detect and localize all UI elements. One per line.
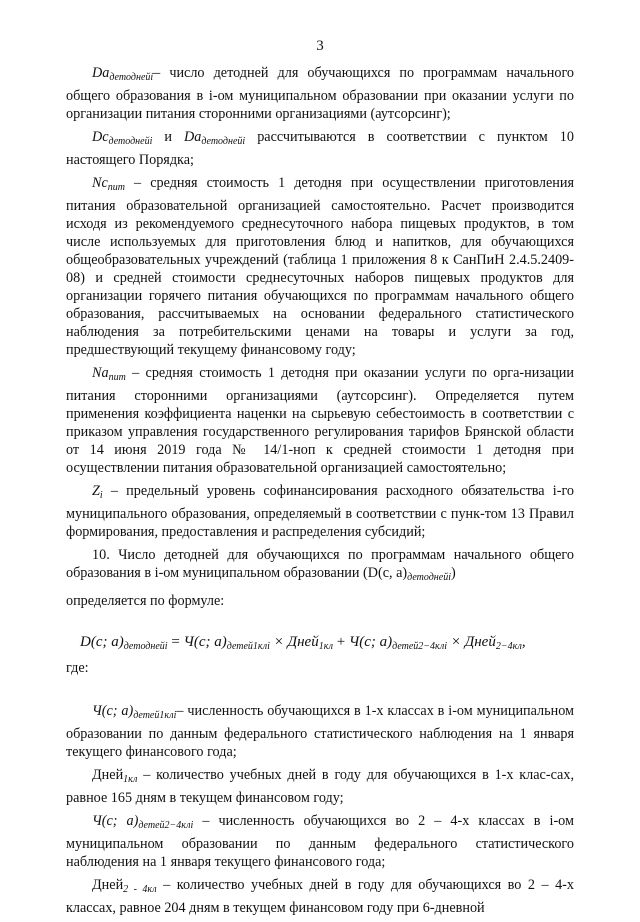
- definition-ch-2-4kl: Ч(c; $a)_{детей2-4клi}$ – численность обучающихся во 2 – 4-х классах в i-ом муниципальном образовании по данным федерального статистического наблюдения на 1 января текущего финансового года;: [66, 813, 574, 870]
- formula: D(c; $a)_{детоднейi} = Ч(c$; $a)_{детей1клi}$ × Дней$_{1кл}$ + Ч(c; $a)_{детей2-4клi}$ × Дней$_{2-4кл}$,: [80, 634, 526, 652]
- paragraph-10-cont: определяется по формуле:: [66, 593, 225, 609]
- paragraph-dc-da: $Dc_{детоднейi}$ и $Da_{детоднейi}$ рассчитываются в соответствии с пунктом 10 настоящего Порядка;: [66, 129, 574, 168]
- paragraph-da-detodney: $Da_{детоднейi}-$ число детодней для обучающихся по программам начального общего образования в i-ом муниципальном образовании при оказании услуги по организации питания сторонними организациями (аутсорсинг);: [66, 65, 574, 122]
- where-label: где:: [66, 660, 89, 676]
- paragraph-text: рассчитываются в соответствии с пунктом 10 настоящего Порядка;: [66, 129, 574, 168]
- paragraph-text: – предельный уровень софинансирования расходного обязательства i-го муниципального образования, определяемый в соответствии с пунк-том 13 Правил формирования, предоставления и распределения субсидий;: [66, 483, 574, 540]
- symbol-subscript: детоднейi: [109, 72, 154, 83]
- definition-dney-1kl: Дней$_{1кл}$ – количество учебных дней в году для обучающихся в 1-х клас-сах, равное 165 дням в текущем финансовом году;: [66, 767, 574, 806]
- paragraph-na-pit: $Na_{пит}$ – средняя стоимость 1 детодня при оказании услуги по орга-низации питания сторонними организациями (аутсорсинг). Определяется путем применения коэффициента наценки на сырьевую себестоимость в соответствии с приказом управления государственного регулирования тарифов Брянской области от 14 июня 2019 года № 14/1-ноп к средней стоимости 1 детодня при осуществлении питания образовательной организацией самостоятельно;: [66, 365, 574, 476]
- paragraph-text: – средняя стоимость 1 детодня при оказании услуги по орга-низации питания сторонними организациями (аутсорсинг). Определяется путем применения коэффициента наценки на сырьевую себестоимость в соответствии с приказом управления государственного регулирования тарифов Брянской области от 14 июня 2019 года № 14/1-ноп к средней стоимости 1 детодня при осуществлении питания образовательной организацией самостоятельно;: [66, 365, 574, 476]
- page-number: 3: [316, 38, 324, 54]
- paragraph-text: – средняя стоимость 1 детодня при осуществлении приготовления питания образовательной организацией самостоятельно. Расчет производится исходя из рекомендуемого среднесуточного набора пищевых продуктов, в том числе используемых для приготовления блюд и напитков, для обучающихся общеобразовательных учреждений (таблица 1 приложения 8 к СанПиН 2.4.5.2409-08) и средней стоимости среднесуточных наборов пищевых продуктов для организации горячего питания обучающихся по программам начального общего образования, рассчитываемых на основании федерального статистического наблюдения за потребительскими ценами на товары и услуги за год, предшествующий текущему финансовому году;: [66, 175, 574, 358]
- paragraph-text: число детодней для обучающихся по программам начального общего образования в i-ом муниципальном образовании при оказании услуги по организации питания сторонними организациями (аутсорсинг);: [66, 65, 574, 122]
- definition-dney-2-4kl: Дней$_{2 - 4кл}$ – количество учебных дней в году для обучающихся во 2 – 4-х классах, равное 204 дням в текущем финансовом году при 6-дневной: [66, 877, 574, 916]
- paragraph-zi: $Z_i$ – предельный уровень софинансирования расходного обязательства i-го муниципального образования, определяемый в соответствии с пунк-том 13 Правил формирования, предоставления и распределения субсидий;: [66, 483, 574, 540]
- paragraph-nc-pit: $Nc_{пит}$ – средняя стоимость 1 детодня при осуществлении приготовления питания образовательной организацией самостоятельно. Расчет производится исходя из рекомендуемого среднесуточного набора пищевых продуктов, в том числе используемых для приготовления блюд и напитков, для обучающихся общеобразовательных учреждений (таблица 1 приложения 8 к СанПиН 2.4.5.2409-08) и средней стоимости среднесуточных наборов пищевых продуктов для организации горячего питания обучающихся по программам начального общего образования, рассчитываемых на основании федерального статистического наблюдения за потребительскими ценами на товары и услуги за год, предшествующий текущему финансовому году;: [66, 175, 574, 358]
- paragraph-10: 10. Число детодней для обучающихся по программам начального общего образования в i-ом муниципальном образовании (D(c, $a)_{детоднейi}$): [66, 547, 574, 583]
- paragraph-text: 10. Число детодней для обучающихся по программам начального общего образования в i-ом муниципальном образовании (D(c, a): [66, 547, 574, 581]
- definition-ch-1kl: Ч(c; $a)_{детей1клi}-$ численность обучающихся в 1-х классах в i-ом муниципальном образовании по данным федерального статистического наблюдения на 1 января текущего финансового года;: [66, 703, 574, 760]
- symbol: Da: [92, 65, 110, 81]
- spacer: [66, 682, 574, 702]
- document-body: [66, 64, 574, 922]
